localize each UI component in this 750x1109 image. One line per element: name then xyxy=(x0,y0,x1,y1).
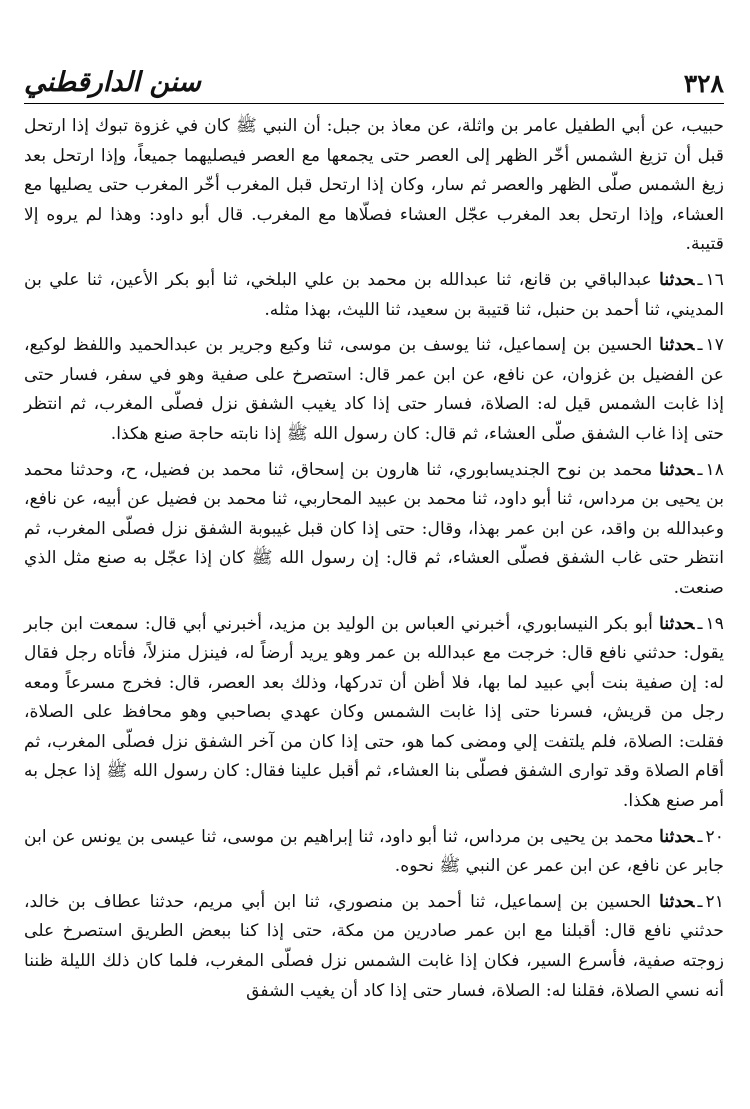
hadith-number: ٢٠ xyxy=(705,826,724,847)
hadith-text: عبدالباقي بن قانع، ثنا عبدالله بن محمد بن علي البلخي، ثنا أبو بكر الأعين، ثنا علي بن المديني، ثنا أحمد بن حنبل، ثنا قتيبة بن سعيد، ثنا الليث، بهذا مثله. xyxy=(24,269,724,320)
page-header xyxy=(24,58,724,102)
hadith-keyword: حدثنا xyxy=(659,613,695,634)
hadith-text: الحسين بن إسماعيل، ثنا أحمد بن منصوري، ثنا ابن أبي مريم، حدثنا عطاف بن خالد، حدثني نافع قال: أقبلنا مع ابن عمر صادرين من مكة، حتى إذا كنا ببعض الطريق استصرخ على زوجته صفية، فأسرع السير، فكان إذا غابت الشمس نزل فصلّى المغرب، فلما كان ذلك الليلة ظننا أنه نسي الصلاة، فقلنا له: الصلاة، فسار حتى إذا كاد أن يغيب الشفق xyxy=(24,891,724,1001)
hadith-keyword: حدثنا xyxy=(659,891,695,912)
page-body xyxy=(24,112,724,1012)
hadith-number: ١٧ xyxy=(705,335,725,356)
paragraph-continuation xyxy=(24,112,724,260)
hadith-17: ١٧ـحدثنا الحسين بن إسماعيل، ثنا يوسف بن موسى، ثنا وكيع وجرير بن عبدالحميد واللفظ لوكيع، عن الفضيل بن غزوان، عن نافع، عن ابن عمر قال: استصرخ على صفية وهو في سفر، فسار حتى إذا غابت الشمس قيل له: الصلاة، فسار حتى إذا كاد يغيب الشفق نزل فصلّى المغرب، ثم انتظر حتى إذا غاب الشفق صلّى العشاء، ثم قال: كان رسول الله ﷺ إذا نابته حاجة صنع هكذا. xyxy=(24,335,725,444)
book-title: سنن الدارقطني xyxy=(24,67,201,98)
hadith-text: محمد بن نوح الجنديسابوري، ثنا هارون بن إسحاق، ثنا محمد بن فضيل، ح، وحدثنا محمد بن يحيى بن مرداس، ثنا أبو داود، ثنا محمد بن عبيد المحاربي، ثنا محمد بن فضيل عن أبيه، عن نافع، وعبدالله بن واقد، عن ابن عمر بهذا، وقال: حتى إذا كان قبل غيبوبة الشفق نزل فصلّى المغرب، ثم انتظر حتى غاب الشفق فصلّى العشاء، ثم قال: إن رسول الله ﷺ كان إذا عجّل به صنع مثل الذي صنعت. xyxy=(24,459,724,598)
hadith-number: ٢١ xyxy=(705,891,724,912)
hadith-text: أبو بكر النيسابوري، أخبرني العباس بن الوليد بن مزيد، أخبرني أبي قال: سمعت ابن جابر يقول: حدثني نافع قال: خرجت مع عبدالله بن عمر وهو يريد أرضاً له، فينزل منزلاً، فأتاه رجل فقال له: إن صفية بنت أبي عبيد لما بها، فلا أظن أن تدركها، وذلك بعد العصر، قال: فخرج مسرعاً ومعه رجل من قريش، فسرنا حتى إذا غابت الشمس وكان عهدي بصاحبي وهو محافظ على الصلاة، فقلت: الصلاة، فلم يلتفت إلي ومضى كما هو، حتى إذا كان من آخر الشفق نزل فصلّى المغرب، ثم أقام الصلاة وقد توارى الشفق فصلّى بنا العشاء، ثم أقبل علينا فقال: كان رسول الله ﷺ إذا عجل به أمر صنع هكذا. xyxy=(24,613,724,812)
page-number: ٣٢٨ xyxy=(683,69,724,98)
hadith-keyword: حدثنا xyxy=(659,335,695,356)
hadith-keyword: حدثنا xyxy=(659,269,695,290)
header-rule xyxy=(24,103,724,104)
hadith-text: الحسين بن إسماعيل، ثنا يوسف بن موسى، ثنا وكيع وجرير بن عبدالحميد واللفظ لوكيع، عن الفضيل بن غزوان، عن نافع، عن ابن عمر قال: استصرخ على صفية وهو في سفر، فسار حتى إذا غابت الشمس قيل له: الصلاة، فسار حتى إذا كاد يغيب الشفق نزل فصلّى المغرب، ثم انتظر حتى إذا غاب الشفق صلّى العشاء، ثم قال: كان رسول الله ﷺ إذا نابته حاجة صنع هكذا. xyxy=(24,335,724,444)
hadith-16: ١٦ـحدثنا عبدالباقي بن قانع، ثنا عبدالله بن محمد بن علي البلخي، ثنا أبو بكر الأعين، ثنا علي بن المديني، ثنا أحمد بن حنبل، ثنا قتيبة بن سعيد، ثنا الليث، بهذا مثله. xyxy=(24,269,724,320)
hadith-text: محمد بن يحيى بن مرداس، ثنا أبو داود، ثنا إبراهيم بن موسى، ثنا عيسى بن يونس عن ابن جابر عن نافع، عن ابن عمر عن النبي ﷺ نحوه. xyxy=(24,826,724,877)
hadith-21: ٢١ـحدثنا الحسين بن إسماعيل، ثنا أحمد بن منصوري، ثنا ابن أبي مريم، حدثنا عطاف بن خالد، حدثني نافع قال: أقبلنا مع ابن عمر صادرين من مكة، حتى إذا كنا ببعض الطريق استصرخ على زوجته صفية، فأسرع السير، فكان إذا غابت الشمس نزل فصلّى المغرب، فلما كان ذلك الليلة ظننا أنه نسي الصلاة، فقلنا له: الصلاة، فسار حتى إذا كاد أن يغيب الشفق xyxy=(24,891,724,1001)
hadith-number: ١٦ xyxy=(705,269,724,290)
hadith-19: ١٩ـحدثنا أبو بكر النيسابوري، أخبرني العباس بن الوليد بن مزيد، أخبرني أبي قال: سمعت ابن جابر يقول: حدثني نافع قال: خرجت مع عبدالله بن عمر وهو يريد أرضاً له، فينزل منزلاً، فأتاه رجل فقال له: إن صفية بنت أبي عبيد لما بها، فلا أظن أن تدركها، وذلك بعد العصر، قال: فخرج مسرعاً ومعه رجل من قريش، فسرنا حتى إذا غابت الشمس وكان عهدي بصاحبي وهو محافظ على الصلاة، فقلت: الصلاة، فلم يلتفت إلي ومضى كما هو، حتى إذا كان من آخر الشفق نزل فصلّى المغرب، ثم أقام الصلاة وقد توارى الشفق فصلّى بنا العشاء، ثم أقبل علينا فقال: كان رسول الله ﷺ إذا عجل به أمر صنع هكذا. xyxy=(24,613,724,812)
hadith-number: ١٩ xyxy=(705,613,724,634)
hadith-18: ١٨ـحدثنا محمد بن نوح الجنديسابوري، ثنا هارون بن إسحاق، ثنا محمد بن فضيل، ح، وحدثنا محمد بن يحيى بن مرداس، ثنا أبو داود، ثنا محمد بن عبيد المحاربي، ثنا محمد بن فضيل عن أبيه، عن نافع، وعبدالله بن واقد، عن ابن عمر بهذا، وقال: حتى إذا كان قبل غيبوبة الشفق نزل فصلّى المغرب، ثم انتظر حتى غاب الشفق فصلّى العشاء، ثم قال: إن رسول الله ﷺ كان إذا عجّل به صنع مثل الذي صنعت. xyxy=(24,459,724,598)
paragraph-text: حبيب، عن أبي الطفيل عامر بن واثلة، عن معاذ بن جبل: أن النبي ﷺ كان في غزوة تبوك إذا ارتحل قبل أن تزيغ الشمس أخّر الظهر إلى العصر حتى يجمعها مع العصر فيصليهما جميعاً، وإذا ارتحل بعد زيغ الشمس صلّى الظهر والعصر ثم سار، وكان إذا ارتحل قبل المغرب أخّر المغرب حتى يصليها مع العشاء، وإذا ارتحل بعد المغرب عجّل العشاء فصلّاها مع المغرب. قال أبو داود: وهذا لم يروه إلا قتيبة. xyxy=(24,116,724,255)
hadith-number: ١٨ xyxy=(705,459,724,480)
hadith-keyword: حدثنا xyxy=(659,826,695,847)
document-page xyxy=(24,0,724,1109)
hadith-keyword: حدثنا xyxy=(659,459,695,480)
hadith-20: ٢٠ـحدثنا محمد بن يحيى بن مرداس، ثنا أبو داود، ثنا إبراهيم بن موسى، ثنا عيسى بن يونس عن ابن جابر عن نافع، عن ابن عمر عن النبي ﷺ نحوه. xyxy=(24,826,724,877)
